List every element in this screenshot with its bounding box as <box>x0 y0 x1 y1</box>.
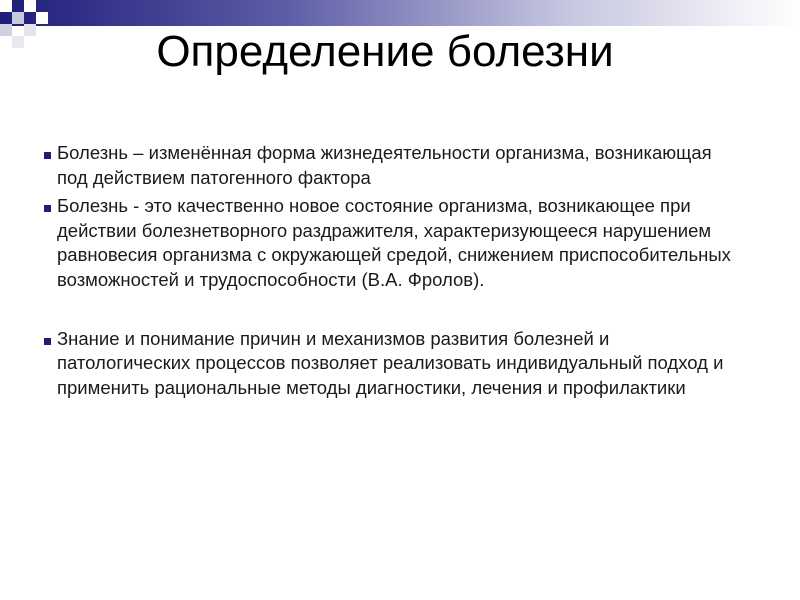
square-bullet-icon <box>44 152 51 159</box>
bullet-item <box>44 141 744 190</box>
top-gradient-bar <box>0 0 800 26</box>
bullet-item <box>44 194 744 292</box>
bullet-item <box>44 327 744 401</box>
bullet-text: Знание и понимание причин и механизмов развития болезней и патологических процессов позволяет реализовать индивидуальный подход и применить рациональные методы диагностики, лечения и профилактики <box>57 327 724 398</box>
square-bullet-icon <box>44 205 51 212</box>
bullet-text: Болезнь – изменённая форма жизнедеятельности организма, возникающая под действием патогенного фактора <box>57 142 712 188</box>
bullet-text: Болезнь - это качественно новое состояние организма, возникающее при действии болезнетворного раздражителя, характеризующееся нарушением равновесия организма с окружающей средой, снижением приспособительных возможностей и трудоспособности (В.А. Фролов). <box>57 195 731 290</box>
bullet-list <box>44 141 744 404</box>
slide-title: Определение болезни <box>156 27 614 76</box>
square-bullet-icon <box>44 338 51 345</box>
